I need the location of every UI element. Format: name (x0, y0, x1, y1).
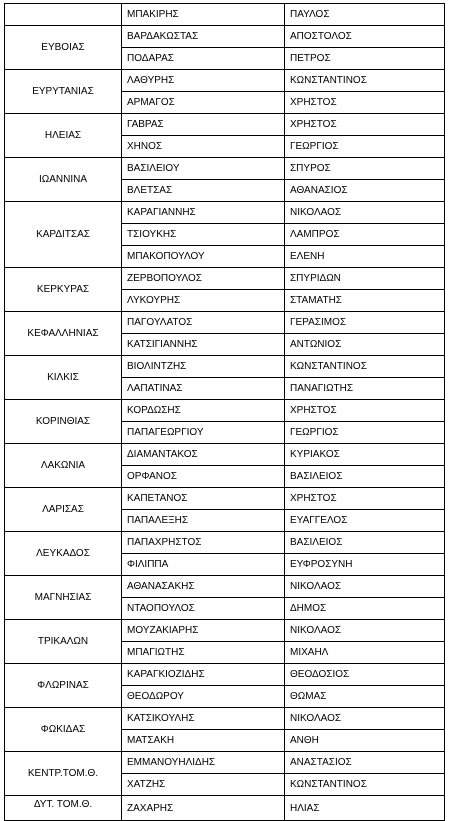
first-name-cell: ΓΕΩΡΓΙΟΣ (285, 136, 445, 158)
surname-cell: ΝΤΑΟΠΟΥΛΟΣ (122, 598, 285, 620)
region-cell: ΚΕΦΑΛΛΗΝΙΑΣ (5, 312, 122, 356)
first-name-cell: ΠΑΥΛΟΣ (285, 4, 445, 26)
surname-cell: ΚΑΡΑΓΙΑΝΝΗΣ (122, 202, 285, 224)
surname-cell: ΑΘΑΝΑΣΑΚΗΣ (122, 576, 285, 598)
region-cell: ΚΕΡΚΥΡΑΣ (5, 268, 122, 312)
first-name-cell: ΗΛΙΑΣ (285, 796, 445, 821)
first-name-cell: ΚΩΝΣΤΑΝΤΙΝΟΣ (285, 356, 445, 378)
region-cell: ΚΕΝΤΡ.ΤΟΜ.Θ. (5, 752, 122, 796)
table-row (5, 444, 445, 466)
region-cell: ΦΩΚΙΔΑΣ (5, 708, 122, 752)
first-name-cell: ΑΝΘΗ (285, 730, 445, 752)
table-row (5, 400, 445, 422)
region-cell (5, 4, 122, 26)
table-row (5, 4, 445, 26)
first-name-cell: ΚΩΝΣΤΑΝΤΙΝΟΣ (285, 70, 445, 92)
region-cell: ΙΩΑΝΝΙΝΑ (5, 158, 122, 202)
first-name-cell: ΣΠΥΡΙΔΩΝ (285, 268, 445, 290)
members-table-body (5, 4, 445, 821)
table-row (5, 620, 445, 642)
first-name-cell: ΕΛΕΝΗ (285, 246, 445, 268)
first-name-cell: ΘΩΜΑΣ (285, 686, 445, 708)
surname-cell: ΠΟΔΑΡΑΣ (122, 48, 285, 70)
members-table (4, 3, 445, 821)
surname-cell: ΛΑΘΥΡΗΣ (122, 70, 285, 92)
surname-cell: ΠΑΓΟΥΛΑΤΟΣ (122, 312, 285, 334)
table-row (5, 796, 445, 821)
first-name-cell: ΠΑΝΑΓΙΩΤΗΣ (285, 378, 445, 400)
surname-cell: ΛΥΚΟΥΡΗΣ (122, 290, 285, 312)
surname-cell: ΚΑΤΣΙΚΟΥΛΗΣ (122, 708, 285, 730)
first-name-cell: ΔΗΜΟΣ (285, 598, 445, 620)
region-cell: ΚΟΡΙΝΘΙΑΣ (5, 400, 122, 444)
table-row (5, 70, 445, 92)
region-cell: ΜΑΓΝΗΣΙΑΣ (5, 576, 122, 620)
surname-cell: ΜΠΑΚΙΡΗΣ (122, 4, 285, 26)
first-name-cell: ΧΡΗΣΤΟΣ (285, 488, 445, 510)
first-name-cell: ΓΕΡΑΣΙΜΟΣ (285, 312, 445, 334)
surname-cell: ΠΑΠΑΧΡΗΣΤΟΣ (122, 532, 285, 554)
surname-cell: ΛΑΠΑΤΙΝΑΣ (122, 378, 285, 400)
first-name-cell: ΝΙΚΟΛΑΟΣ (285, 576, 445, 598)
first-name-cell: ΠΕΤΡΟΣ (285, 48, 445, 70)
surname-cell: ΤΣΙΟΥΚΗΣ (122, 224, 285, 246)
surname-cell: ΧΑΤΖΗΣ (122, 774, 285, 796)
surname-cell: ΒΙΟΛΙΝΤΖΗΣ (122, 356, 285, 378)
first-name-cell: ΕΥΦΡΟΣΥΝΗ (285, 554, 445, 576)
surname-cell: ΚΟΡΔΩΣΗΣ (122, 400, 285, 422)
surname-cell: ΔΙΑΜΑΝΤΑΚΟΣ (122, 444, 285, 466)
surname-cell: ΚΑΠΕΤΑΝΟΣ (122, 488, 285, 510)
surname-cell: ΠΑΠΑΛΕΞΗΣ (122, 510, 285, 532)
first-name-cell: ΛΑΜΠΡΟΣ (285, 224, 445, 246)
region-cell: ΛΑΡΙΣΑΣ (5, 488, 122, 532)
surname-cell: ΟΡΦΑΝΟΣ (122, 466, 285, 488)
first-name-cell: ΑΝΑΣΤΑΣΙΟΣ (285, 752, 445, 774)
surname-cell: ΕΜΜΑΝΟΥΗΛΙΔΗΣ (122, 752, 285, 774)
surname-cell: ΧΗΝΟΣ (122, 136, 285, 158)
region-cell: ΗΛΕΙΑΣ (5, 114, 122, 158)
region-cell: ΕΥΒΟΙΑΣ (5, 26, 122, 70)
region-cell: ΤΡΙΚΑΛΩΝ (5, 620, 122, 664)
surname-cell: ΚΑΤΣΙΓΙΑΝΝΗΣ (122, 334, 285, 356)
surname-cell: ΜΑΤΣΑΚΗ (122, 730, 285, 752)
table-row (5, 708, 445, 730)
table-row (5, 532, 445, 554)
first-name-cell: ΜΙΧΑΗΛ (285, 642, 445, 664)
table-row (5, 114, 445, 136)
surname-cell: ΖΑΧΑΡΗΣ (122, 796, 285, 821)
surname-cell: ΚΑΡΑΓΚΙΟΖΙΔΗΣ (122, 664, 285, 686)
surname-cell: ΜΠΑΓΙΩΤΗΣ (122, 642, 285, 664)
first-name-cell: ΚΥΡΙΑΚΟΣ (285, 444, 445, 466)
first-name-cell: ΑΠΟΣΤΟΛΟΣ (285, 26, 445, 48)
table-row (5, 268, 445, 290)
table-row (5, 488, 445, 510)
first-name-cell: ΓΕΩΡΓΙΟΣ (285, 422, 445, 444)
first-name-cell: ΧΡΗΣΤΟΣ (285, 92, 445, 114)
first-name-cell: ΧΡΗΣΤΟΣ (285, 400, 445, 422)
table-row (5, 202, 445, 224)
table-row (5, 158, 445, 180)
region-cell: ΛΕΥΚΑΔΟΣ (5, 532, 122, 576)
first-name-cell: ΑΝΤΩΝΙΟΣ (285, 334, 445, 356)
first-name-cell: ΕΥΑΓΓΕΛΟΣ (285, 510, 445, 532)
surname-cell: ΠΑΠΑΓΕΩΡΓΙΟΥ (122, 422, 285, 444)
surname-cell: ΜΠΑΚΟΠΟΥΛΟΥ (122, 246, 285, 268)
region-cell: ΚΙΛΚΙΣ (5, 356, 122, 400)
surname-cell: ΒΛΕΤΣΑΣ (122, 180, 285, 202)
region-cell: ΔΥΤ. ΤΟΜ.Θ. (5, 796, 122, 821)
surname-cell: ΜΟΥΖΑΚΙΑΡΗΣ (122, 620, 285, 642)
first-name-cell: ΣΤΑΜΑΤΗΣ (285, 290, 445, 312)
table-row (5, 356, 445, 378)
first-name-cell: ΣΠΥΡΟΣ (285, 158, 445, 180)
surname-cell: ΘΕΟΔΩΡΟΥ (122, 686, 285, 708)
surname-cell: ΒΑΣΙΛΕΙΟΥ (122, 158, 285, 180)
region-cell: ΦΛΩΡΙΝΑΣ (5, 664, 122, 708)
first-name-cell: ΒΑΣΙΛΕΙΟΣ (285, 466, 445, 488)
first-name-cell: ΝΙΚΟΛΑΟΣ (285, 202, 445, 224)
region-cell: ΛΑΚΩΝΙΑ (5, 444, 122, 488)
table-row (5, 576, 445, 598)
region-cell: ΕΥΡΥΤΑΝΙΑΣ (5, 70, 122, 114)
surname-cell: ΒΑΡΔΑΚΩΣΤΑΣ (122, 26, 285, 48)
surname-cell: ΑΡΜΑΓΟΣ (122, 92, 285, 114)
first-name-cell: ΑΘΑΝΑΣΙΟΣ (285, 180, 445, 202)
surname-cell: ΖΕΡΒΟΠΟΥΛΟΣ (122, 268, 285, 290)
table-row (5, 752, 445, 774)
surname-cell: ΦΙΛΙΠΠΑ (122, 554, 285, 576)
first-name-cell: ΘΕΟΔΟΣΙΟΣ (285, 664, 445, 686)
table-row (5, 26, 445, 48)
first-name-cell: ΚΩΝΣΤΑΝΤΙΝΟΣ (285, 774, 445, 796)
table-row (5, 664, 445, 686)
table-row (5, 312, 445, 334)
first-name-cell: ΝΙΚΟΛΑΟΣ (285, 708, 445, 730)
first-name-cell: ΧΡΗΣΤΟΣ (285, 114, 445, 136)
surname-cell: ΓΑΒΡΑΣ (122, 114, 285, 136)
first-name-cell: ΝΙΚΟΛΑΟΣ (285, 620, 445, 642)
region-cell: ΚΑΡΔΙΤΣΑΣ (5, 202, 122, 268)
first-name-cell: ΒΑΣΙΛΕΙΟΣ (285, 532, 445, 554)
